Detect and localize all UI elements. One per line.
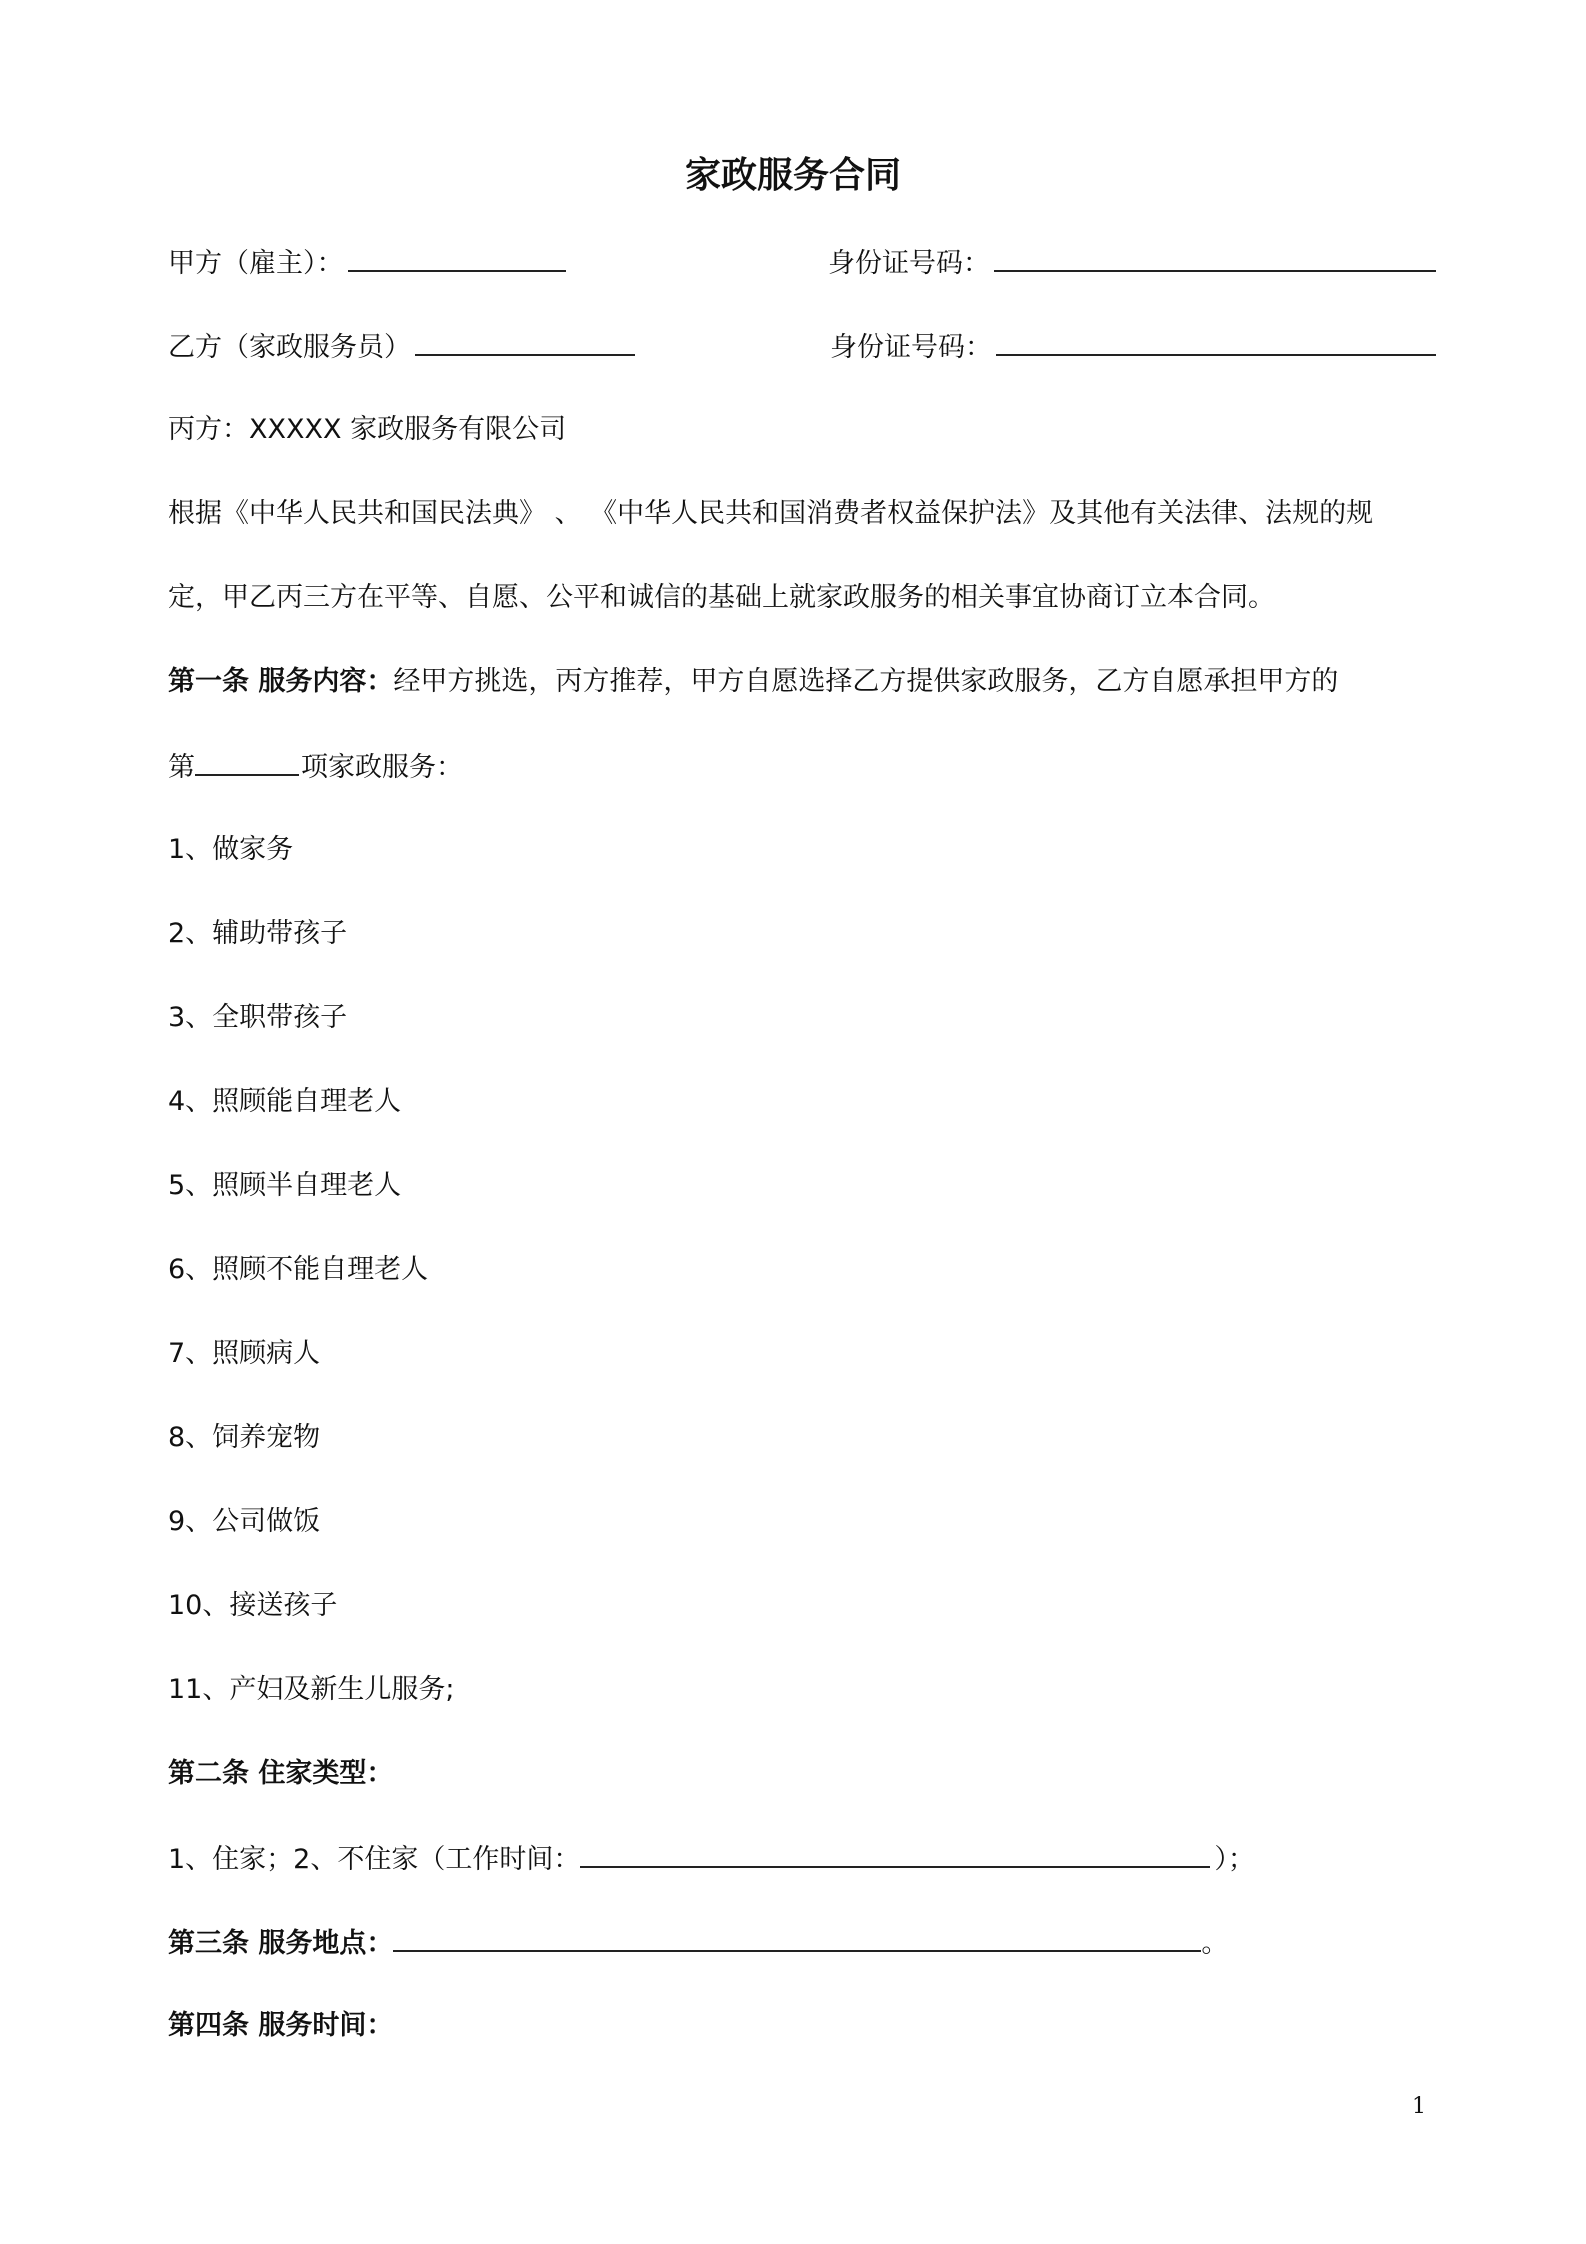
service-item: 10、接送孩子	[168, 1590, 338, 1621]
service-item: 4、照顾能自理老人	[168, 1086, 402, 1117]
intro-line-2: 定，甲乙丙三方在平等、自愿、公平和诚信的基础上就家政服务的相关事宜协商订立本合同。	[168, 582, 1275, 613]
service-item: 9、公司做饭	[168, 1506, 321, 1537]
party-b-line	[168, 326, 635, 368]
service-item-number-blank[interactable]	[195, 746, 299, 776]
party-b-name-blank[interactable]	[415, 326, 635, 356]
service-item: 6、照顾不能自理老人	[168, 1254, 429, 1285]
work-time-blank[interactable]	[580, 1838, 1210, 1868]
article-3-suffix: 。	[1201, 1928, 1229, 1959]
party-a-id-label: 身份证号码：	[828, 248, 990, 279]
service-item: 1、做家务	[168, 834, 294, 865]
article-2-heading: 第二条 住家类型：	[168, 1758, 394, 1789]
party-a-line	[168, 242, 566, 284]
party-a-id-line	[828, 242, 1436, 284]
article-3-heading: 第三条 服务地点：	[168, 1928, 394, 1959]
party-a-name-blank[interactable]	[348, 242, 566, 272]
article-1-line2-suffix: 项家政服务：	[301, 752, 463, 783]
party-a-id-blank[interactable]	[994, 242, 1436, 272]
party-b-id-label: 身份证号码：	[830, 332, 992, 363]
service-item: 3、全职带孩子	[168, 1002, 348, 1033]
party-b-label: 乙方（家政服务员）	[168, 332, 411, 363]
article-4-heading: 第四条 服务时间：	[168, 2010, 394, 2041]
party-a-label: 甲方（雇主）：	[168, 248, 344, 279]
article-2-options	[168, 1838, 1255, 1880]
service-item: 2、辅助带孩子	[168, 918, 348, 949]
article-2-options-prefix: 1、住家；2、不住家（工作时间：	[168, 1844, 581, 1875]
page-number: 1	[1412, 2094, 1426, 2119]
document-title: 家政服务合同	[684, 155, 901, 196]
service-item: 7、照顾病人	[168, 1338, 321, 1369]
party-b-id-line	[830, 326, 1436, 368]
party-c-line: 丙方：XXXXX 家政服务有限公司	[168, 414, 567, 445]
service-item: 5、照顾半自理老人	[168, 1170, 402, 1201]
article-1-line	[168, 662, 1338, 702]
article-1-line-2	[168, 746, 463, 788]
article-1-text: 经甲方挑选，丙方推荐，甲方自愿选择乙方提供家政服务，乙方自愿承担甲方的	[393, 666, 1339, 697]
service-item: 8、饲养宠物	[168, 1422, 321, 1453]
party-b-id-blank[interactable]	[996, 326, 1436, 356]
article-2-options-suffix: ）；	[1214, 1844, 1255, 1875]
service-item: 11、产妇及新生儿服务;	[168, 1674, 455, 1705]
intro-line-1: 根据《中华人民共和国民法典》 、 《中华人民共和国消费者权益保护法》及其他有关法律、法规的规	[168, 498, 1374, 529]
service-location-blank[interactable]	[393, 1922, 1201, 1952]
article-1-line2-prefix: 第	[168, 752, 195, 783]
article-1-heading: 第一条 服务内容：	[168, 666, 394, 697]
article-3-line	[168, 1922, 1228, 1964]
